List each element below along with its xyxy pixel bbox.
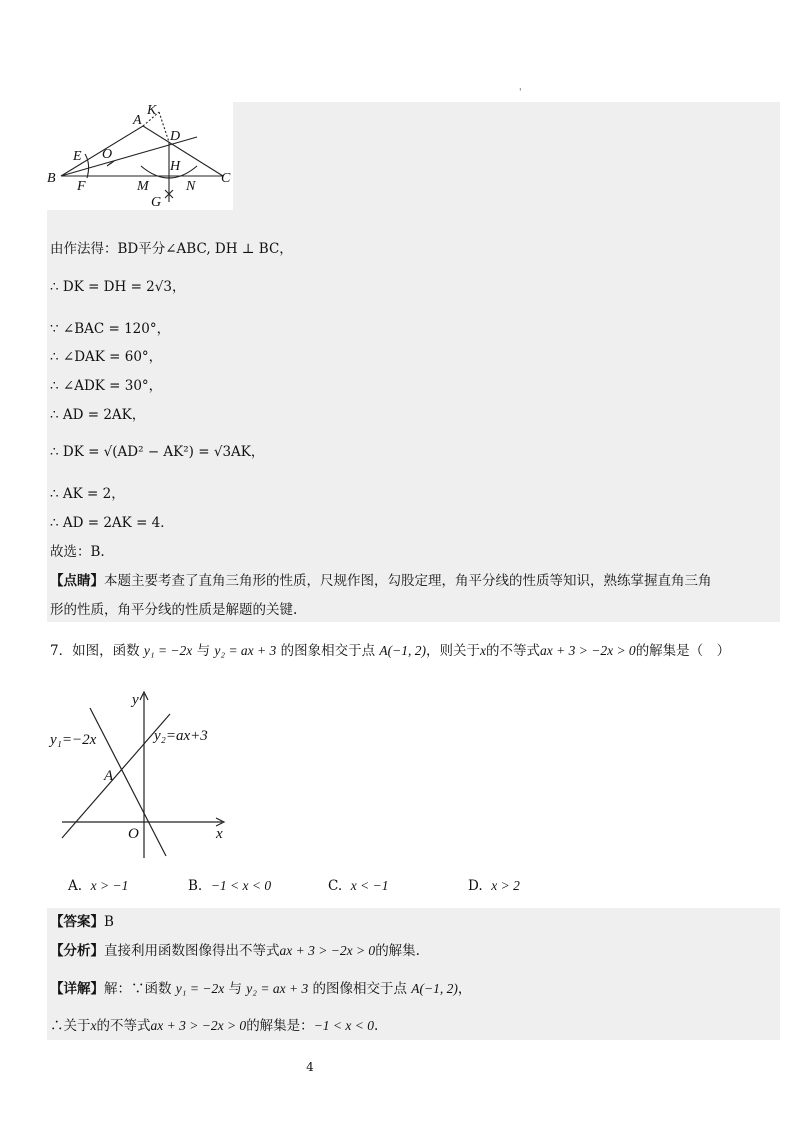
option-d-letter: D. bbox=[468, 878, 483, 894]
q7-f2: y₂ = ax + 3 bbox=[214, 643, 277, 658]
y-axis-label: y bbox=[132, 692, 139, 708]
label-D: D bbox=[170, 129, 181, 144]
solution-line-5: ∴ ∠ADK = 30°， bbox=[50, 378, 163, 394]
answer-tag: 【答案】 bbox=[50, 914, 104, 930]
point-A-label: A bbox=[104, 768, 114, 784]
line-y1-label: y₁=−2x bbox=[50, 732, 97, 748]
analysis-suffix: 的解集. bbox=[375, 943, 420, 959]
corner-mark: ' bbox=[519, 88, 522, 98]
origin-label: O bbox=[128, 826, 139, 842]
detail-suffix: ， bbox=[457, 981, 472, 997]
solution-line-9: ∴ AD = 2AK = 4． bbox=[50, 515, 174, 531]
solution-line-8: ∴ AK = 2， bbox=[50, 486, 125, 502]
graph-diagram bbox=[48, 688, 238, 860]
conclusion-ineq: ax + 3 > −2x > 0 bbox=[150, 1018, 247, 1033]
comment-line-2: 形的性质，角平分线的性质是解题的关键. bbox=[50, 602, 298, 618]
detail-line bbox=[50, 979, 471, 999]
q7-mid4: 的不等式 bbox=[486, 643, 540, 659]
x-axis-label: x bbox=[216, 826, 223, 842]
detail-tag: 【详解】 bbox=[50, 981, 104, 997]
solution-line-3: ∵ ∠BAC = 120°， bbox=[50, 321, 171, 337]
analysis-line bbox=[50, 941, 420, 961]
answer-value: B bbox=[104, 914, 114, 930]
q7-mid1: 与 bbox=[196, 643, 211, 659]
conclusion-answer: −1 < x < 0 bbox=[313, 1018, 375, 1033]
option-c-text: x < −1 bbox=[350, 878, 389, 893]
label-K: K bbox=[147, 103, 157, 118]
analysis-text: 直接利用函数图像得出不等式 bbox=[104, 943, 280, 959]
solution-line-4: ∴ ∠DAK = 60°， bbox=[50, 349, 163, 365]
analysis-ineq: ax + 3 > −2x > 0 bbox=[279, 943, 376, 958]
conclusion-mid: 的不等式 bbox=[96, 1018, 151, 1034]
option-b-letter: B. bbox=[188, 878, 203, 894]
option-d[interactable] bbox=[468, 878, 520, 894]
detail-prefix: 解：∵函数 bbox=[104, 981, 172, 997]
q7-prefix: 7．如图，函数 bbox=[50, 643, 140, 659]
label-H: H bbox=[170, 159, 181, 174]
q7-point: A(−1, 2) bbox=[379, 643, 426, 658]
comment-text-1: 本题主要考查了直角三角形的性质，尺规作图，勾股定理，角平分线的性质等知识，熟练掌握直角三角 bbox=[104, 573, 712, 589]
detail-mid1: 与 bbox=[228, 981, 242, 997]
conclusion-suffix: . bbox=[374, 1018, 379, 1034]
option-a-text: x > −1 bbox=[90, 878, 129, 893]
conclusion-var: x bbox=[90, 1018, 97, 1033]
analysis-tag: 【分析】 bbox=[50, 943, 104, 959]
detail-f1: y₁ = −2x bbox=[175, 981, 225, 996]
graph-figure bbox=[48, 688, 238, 860]
line-y2-label: y₂=ax+3 bbox=[154, 728, 208, 744]
label-O: O bbox=[102, 147, 113, 162]
detail-mid2: 的图像相交于点 bbox=[312, 981, 407, 997]
solution-line-1: 由作法得：BD平分∠ABC, DH ⊥ BC， bbox=[50, 241, 293, 257]
option-b[interactable] bbox=[188, 878, 271, 894]
solution-line-7: ∴ DK = √(AD² − AK²) = √3AK， bbox=[50, 444, 265, 460]
label-F: F bbox=[77, 179, 86, 194]
q7-suffix: 的解集是（ ） bbox=[635, 643, 731, 659]
conclusion-line bbox=[50, 1016, 378, 1036]
label-A: A bbox=[133, 113, 142, 128]
detail-f2: y₂ = ax + 3 bbox=[246, 981, 309, 996]
answer-line bbox=[50, 912, 114, 932]
comment-line-1 bbox=[50, 571, 712, 591]
question-7 bbox=[50, 641, 730, 661]
option-c[interactable] bbox=[328, 878, 388, 894]
triangle-diagram bbox=[47, 102, 233, 210]
triangle-figure bbox=[47, 102, 233, 210]
detail-point: A(−1, 2) bbox=[411, 981, 458, 996]
option-a[interactable] bbox=[68, 878, 128, 894]
label-C: C bbox=[221, 171, 231, 186]
q7-ineq: ax + 3 > −2x > 0 bbox=[540, 643, 636, 658]
label-N: N bbox=[186, 179, 196, 194]
q7-mid3: ，则关于 bbox=[426, 643, 480, 659]
label-G: G bbox=[151, 195, 162, 210]
label-B: B bbox=[47, 171, 56, 186]
conclusion-mid2: 的解集是： bbox=[246, 1018, 314, 1034]
comment-tag: 【点睛】 bbox=[50, 573, 104, 589]
option-c-letter: C. bbox=[328, 878, 343, 894]
label-E: E bbox=[73, 149, 82, 164]
solution-line-6: ∴ AD = 2AK， bbox=[50, 407, 146, 423]
option-d-text: x > 2 bbox=[491, 878, 520, 893]
q7-var: x bbox=[480, 643, 486, 658]
conclusion-prefix: ∴关于 bbox=[50, 1018, 91, 1034]
solution-line-2: ∴ DK = DH = 2√3， bbox=[50, 279, 186, 295]
q7-mid2: 的图象相交于点 bbox=[280, 643, 376, 659]
page-number: 4 bbox=[306, 1060, 314, 1074]
option-b-text: −1 < x < 0 bbox=[210, 878, 272, 893]
label-M: M bbox=[137, 179, 149, 194]
solution-line-10: 故选：B. bbox=[50, 544, 105, 560]
option-a-letter: A. bbox=[68, 878, 83, 894]
q7-f1: y₁ = −2x bbox=[143, 643, 193, 658]
